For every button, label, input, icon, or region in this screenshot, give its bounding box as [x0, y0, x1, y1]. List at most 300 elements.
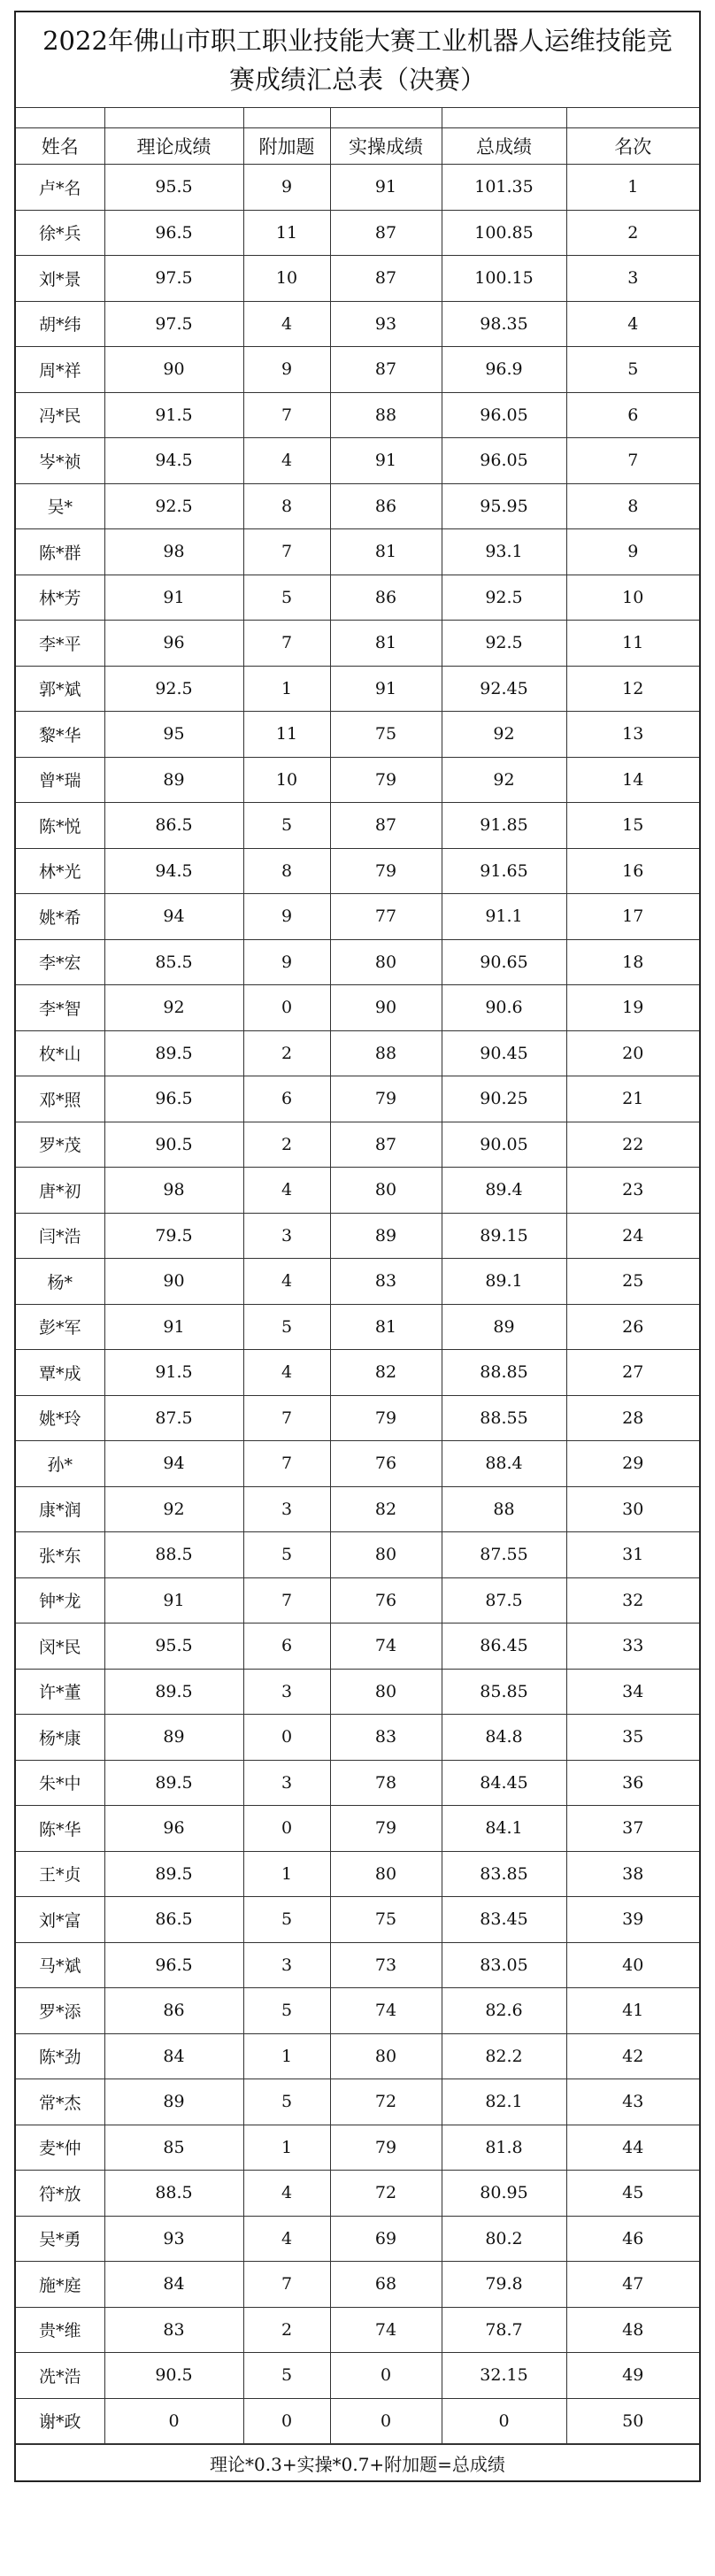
name-cell: 罗*添 [16, 1988, 104, 2034]
bonus-cell: 4 [243, 1259, 330, 1305]
total-score-cell: 101.35 [442, 165, 566, 211]
practical-score-cell: 72 [330, 2171, 442, 2217]
name-cell: 岑*祯 [16, 438, 104, 484]
rank-cell: 23 [566, 1168, 699, 1214]
total-score-cell: 98.35 [442, 301, 566, 347]
practical-score-cell: 79 [330, 1076, 442, 1122]
total-score-cell: 91.65 [442, 848, 566, 894]
rank-cell: 10 [566, 575, 699, 621]
practical-score-cell: 91 [330, 666, 442, 712]
bonus-cell: 4 [243, 2216, 330, 2262]
bonus-cell: 3 [243, 1760, 330, 1806]
bonus-cell: 5 [243, 803, 330, 849]
practical-score-cell: 83 [330, 1715, 442, 1761]
rank-cell: 5 [566, 347, 699, 393]
theory-score-cell: 96.5 [104, 1942, 243, 1988]
practical-score-cell: 75 [330, 712, 442, 758]
name-cell: 冯*民 [16, 392, 104, 438]
table-row [16, 2079, 699, 2125]
practical-score-cell: 87 [330, 256, 442, 302]
blank-cell [442, 108, 566, 128]
header-total: 总成绩 [442, 128, 566, 165]
total-score-cell: 83.45 [442, 1897, 566, 1943]
theory-score-cell: 83 [104, 2307, 243, 2353]
theory-score-cell: 96 [104, 621, 243, 667]
theory-score-cell: 86.5 [104, 803, 243, 849]
practical-score-cell: 75 [330, 1897, 442, 1943]
total-score-cell: 87.55 [442, 1532, 566, 1578]
rank-cell: 7 [566, 438, 699, 484]
table-row [16, 621, 699, 667]
practical-score-cell: 83 [330, 1259, 442, 1305]
rank-cell: 25 [566, 1259, 699, 1305]
practical-score-cell: 81 [330, 621, 442, 667]
bonus-cell: 7 [243, 2262, 330, 2308]
rank-cell: 44 [566, 2125, 699, 2171]
total-score-cell: 81.8 [442, 2125, 566, 2171]
theory-score-cell: 97.5 [104, 256, 243, 302]
bonus-cell: 8 [243, 483, 330, 529]
practical-score-cell: 93 [330, 301, 442, 347]
theory-score-cell: 96.5 [104, 1076, 243, 1122]
practical-score-cell: 80 [330, 939, 442, 985]
blank-cell [566, 108, 699, 128]
theory-score-cell: 79.5 [104, 1213, 243, 1259]
total-score-cell: 92.45 [442, 666, 566, 712]
table-row [16, 1304, 699, 1350]
bonus-cell: 7 [243, 392, 330, 438]
bonus-cell: 5 [243, 575, 330, 621]
bonus-cell: 5 [243, 2079, 330, 2125]
name-cell: 徐*兵 [16, 210, 104, 256]
header-rank: 名次 [566, 128, 699, 165]
rank-cell: 40 [566, 1942, 699, 1988]
rank-cell: 11 [566, 621, 699, 667]
rank-cell: 18 [566, 939, 699, 985]
formula-footer: 理论*0.3+实操*0.7+附加题=总成绩 [16, 2444, 699, 2480]
theory-score-cell: 92 [104, 985, 243, 1031]
name-cell: 吴* [16, 483, 104, 529]
table-row [16, 2171, 699, 2217]
name-cell: 陈*劲 [16, 2033, 104, 2079]
total-score-cell: 85.85 [442, 1669, 566, 1715]
total-score-cell: 90.65 [442, 939, 566, 985]
theory-score-cell: 91.5 [104, 392, 243, 438]
rank-cell: 8 [566, 483, 699, 529]
table-row [16, 1122, 699, 1168]
name-cell: 施*庭 [16, 2262, 104, 2308]
total-score-cell: 84.8 [442, 1715, 566, 1761]
theory-score-cell: 89.5 [104, 1851, 243, 1897]
rank-cell: 1 [566, 165, 699, 211]
practical-score-cell: 89 [330, 1213, 442, 1259]
name-cell: 李*智 [16, 985, 104, 1031]
practical-score-cell: 76 [330, 1577, 442, 1623]
table-row [16, 757, 699, 803]
theory-score-cell: 94.5 [104, 438, 243, 484]
bonus-cell: 9 [243, 894, 330, 940]
bonus-cell: 3 [243, 1486, 330, 1532]
name-cell: 杨*康 [16, 1715, 104, 1761]
name-cell: 陈*群 [16, 529, 104, 575]
header-name: 姓名 [16, 128, 104, 165]
rank-cell: 29 [566, 1441, 699, 1487]
name-cell: 罗*茂 [16, 1122, 104, 1168]
table-row [16, 2353, 699, 2399]
theory-score-cell: 84 [104, 2033, 243, 2079]
total-score-cell: 92 [442, 757, 566, 803]
bonus-cell: 1 [243, 1851, 330, 1897]
rank-cell: 20 [566, 1030, 699, 1076]
theory-score-cell: 91 [104, 575, 243, 621]
name-cell: 谢*政 [16, 2398, 104, 2444]
bonus-cell: 0 [243, 2398, 330, 2444]
rank-cell: 47 [566, 2262, 699, 2308]
practical-score-cell: 76 [330, 1441, 442, 1487]
table-row [16, 1350, 699, 1396]
bonus-cell: 1 [243, 666, 330, 712]
practical-score-cell: 72 [330, 2079, 442, 2125]
practical-score-cell: 80 [330, 1851, 442, 1897]
theory-score-cell: 95.5 [104, 165, 243, 211]
practical-score-cell: 0 [330, 2353, 442, 2399]
bonus-cell: 7 [243, 529, 330, 575]
name-cell: 朱*中 [16, 1760, 104, 1806]
table-row [16, 483, 699, 529]
total-score-cell: 86.45 [442, 1623, 566, 1670]
practical-score-cell: 82 [330, 1486, 442, 1532]
theory-score-cell: 95.5 [104, 1623, 243, 1670]
bonus-cell: 7 [243, 1577, 330, 1623]
table-row [16, 1486, 699, 1532]
bonus-cell: 5 [243, 2353, 330, 2399]
rank-cell: 46 [566, 2216, 699, 2262]
rank-cell: 9 [566, 529, 699, 575]
theory-score-cell: 0 [104, 2398, 243, 2444]
theory-score-cell: 85.5 [104, 939, 243, 985]
theory-score-cell: 91 [104, 1577, 243, 1623]
rank-cell: 32 [566, 1577, 699, 1623]
table-row [16, 1851, 699, 1897]
name-cell: 贵*维 [16, 2307, 104, 2353]
total-score-cell: 96.05 [442, 392, 566, 438]
table-row [16, 712, 699, 758]
name-cell: 邓*照 [16, 1076, 104, 1122]
bonus-cell: 0 [243, 1806, 330, 1852]
name-cell: 马*斌 [16, 1942, 104, 1988]
rank-cell: 49 [566, 2353, 699, 2399]
theory-score-cell: 91.5 [104, 1350, 243, 1396]
theory-score-cell: 96 [104, 1806, 243, 1852]
name-cell: 张*东 [16, 1532, 104, 1578]
title-line-2: 赛成绩汇总表（决赛） [228, 64, 486, 95]
bonus-cell: 2 [243, 1030, 330, 1076]
total-score-cell: 88.55 [442, 1395, 566, 1441]
table-row [16, 575, 699, 621]
practical-score-cell: 78 [330, 1760, 442, 1806]
name-cell: 刘*景 [16, 256, 104, 302]
rank-cell: 37 [566, 1806, 699, 1852]
rank-cell: 19 [566, 985, 699, 1031]
practical-score-cell: 87 [330, 803, 442, 849]
rank-cell: 3 [566, 256, 699, 302]
name-cell: 枚*山 [16, 1030, 104, 1076]
practical-score-cell: 82 [330, 1350, 442, 1396]
table-row [16, 894, 699, 940]
theory-score-cell: 91 [104, 1304, 243, 1350]
table-row [16, 2033, 699, 2079]
total-score-cell: 82.1 [442, 2079, 566, 2125]
rank-cell: 24 [566, 1213, 699, 1259]
bonus-cell: 10 [243, 757, 330, 803]
practical-score-cell: 91 [330, 438, 442, 484]
table-row [16, 1076, 699, 1122]
bonus-cell: 9 [243, 165, 330, 211]
total-score-cell: 88.4 [442, 1441, 566, 1487]
table-row [16, 2262, 699, 2308]
bonus-cell: 3 [243, 1942, 330, 1988]
theory-score-cell: 96.5 [104, 210, 243, 256]
table-row [16, 1715, 699, 1761]
name-cell: 吴*勇 [16, 2216, 104, 2262]
practical-score-cell: 74 [330, 1623, 442, 1670]
theory-score-cell: 89.5 [104, 1030, 243, 1076]
table-row [16, 1259, 699, 1305]
practical-score-cell: 79 [330, 757, 442, 803]
practical-score-cell: 74 [330, 2307, 442, 2353]
total-score-cell: 91.1 [442, 894, 566, 940]
table-row [16, 666, 699, 712]
practical-score-cell: 87 [330, 210, 442, 256]
total-score-cell: 100.15 [442, 256, 566, 302]
theory-score-cell: 92.5 [104, 666, 243, 712]
total-score-cell: 90.6 [442, 985, 566, 1031]
total-score-cell: 84.1 [442, 1806, 566, 1852]
table-row [16, 2307, 699, 2353]
practical-score-cell: 68 [330, 2262, 442, 2308]
rank-cell: 30 [566, 1486, 699, 1532]
practical-score-cell: 80 [330, 2033, 442, 2079]
bonus-cell: 6 [243, 1076, 330, 1122]
name-cell: 闫*浩 [16, 1213, 104, 1259]
total-score-cell: 83.85 [442, 1851, 566, 1897]
table-row [16, 1577, 699, 1623]
rank-cell: 34 [566, 1669, 699, 1715]
practical-score-cell: 80 [330, 1532, 442, 1578]
name-cell: 陈*悦 [16, 803, 104, 849]
practical-score-cell: 79 [330, 2125, 442, 2171]
theory-score-cell: 85 [104, 2125, 243, 2171]
practical-score-cell: 73 [330, 1942, 442, 1988]
total-score-cell: 95.95 [442, 483, 566, 529]
practical-score-cell: 88 [330, 392, 442, 438]
bonus-cell: 9 [243, 939, 330, 985]
name-cell: 钟*龙 [16, 1577, 104, 1623]
bonus-cell: 5 [243, 1988, 330, 2034]
rank-cell: 43 [566, 2079, 699, 2125]
theory-score-cell: 86.5 [104, 1897, 243, 1943]
practical-score-cell: 91 [330, 165, 442, 211]
name-cell: 杨* [16, 1259, 104, 1305]
theory-score-cell: 87.5 [104, 1395, 243, 1441]
header-practical: 实操成绩 [330, 128, 442, 165]
name-cell: 刘*富 [16, 1897, 104, 1943]
practical-score-cell: 86 [330, 483, 442, 529]
bonus-cell: 10 [243, 256, 330, 302]
practical-score-cell: 80 [330, 1168, 442, 1214]
name-cell: 黎*华 [16, 712, 104, 758]
bonus-cell: 1 [243, 2125, 330, 2171]
total-score-cell: 90.25 [442, 1076, 566, 1122]
name-cell: 周*祥 [16, 347, 104, 393]
total-score-cell: 90.45 [442, 1030, 566, 1076]
bonus-cell: 4 [243, 2171, 330, 2217]
name-cell: 孙* [16, 1441, 104, 1487]
theory-score-cell: 98 [104, 529, 243, 575]
total-score-cell: 82.6 [442, 1988, 566, 2034]
table-row [16, 1942, 699, 1988]
name-cell: 胡*纬 [16, 301, 104, 347]
practical-score-cell: 79 [330, 1395, 442, 1441]
bonus-cell: 3 [243, 1669, 330, 1715]
rank-cell: 31 [566, 1532, 699, 1578]
rank-cell: 27 [566, 1350, 699, 1396]
table-row [16, 301, 699, 347]
practical-score-cell: 87 [330, 347, 442, 393]
practical-score-cell: 74 [330, 1988, 442, 2034]
bonus-cell: 4 [243, 1350, 330, 1396]
rank-cell: 4 [566, 301, 699, 347]
name-cell: 曾*瑞 [16, 757, 104, 803]
table-row [16, 165, 699, 211]
theory-score-cell: 89 [104, 757, 243, 803]
table-row [16, 1030, 699, 1076]
name-cell: 李*宏 [16, 939, 104, 985]
theory-score-cell: 92.5 [104, 483, 243, 529]
name-cell: 卢*名 [16, 165, 104, 211]
name-cell: 陈*华 [16, 1806, 104, 1852]
total-score-cell: 91.85 [442, 803, 566, 849]
name-cell: 姚*玲 [16, 1395, 104, 1441]
table-row [16, 1806, 699, 1852]
bonus-cell: 8 [243, 848, 330, 894]
practical-score-cell: 86 [330, 575, 442, 621]
table-row [16, 939, 699, 985]
total-score-cell: 87.5 [442, 1577, 566, 1623]
theory-score-cell: 88.5 [104, 1532, 243, 1578]
name-cell: 林*芳 [16, 575, 104, 621]
table-row [16, 392, 699, 438]
practical-score-cell: 79 [330, 1806, 442, 1852]
theory-score-cell: 90 [104, 1259, 243, 1305]
table-row [16, 1395, 699, 1441]
total-score-cell: 93.1 [442, 529, 566, 575]
total-score-cell: 90.05 [442, 1122, 566, 1168]
total-score-cell: 100.85 [442, 210, 566, 256]
total-score-cell: 80.2 [442, 2216, 566, 2262]
rank-cell: 26 [566, 1304, 699, 1350]
total-score-cell: 88 [442, 1486, 566, 1532]
bonus-cell: 5 [243, 1897, 330, 1943]
rank-cell: 17 [566, 894, 699, 940]
rank-cell: 39 [566, 1897, 699, 1943]
table-row [16, 985, 699, 1031]
name-cell: 李*平 [16, 621, 104, 667]
theory-score-cell: 98 [104, 1168, 243, 1214]
rank-cell: 35 [566, 1715, 699, 1761]
theory-score-cell: 93 [104, 2216, 243, 2262]
blank-cell [243, 108, 330, 128]
name-cell: 林*光 [16, 848, 104, 894]
sheet-title [16, 12, 699, 108]
rank-cell: 12 [566, 666, 699, 712]
total-score-cell: 82.2 [442, 2033, 566, 2079]
table-row [16, 347, 699, 393]
total-score-cell: 80.95 [442, 2171, 566, 2217]
rank-cell: 33 [566, 1623, 699, 1670]
bonus-cell: 3 [243, 1213, 330, 1259]
blank-cell [330, 108, 442, 128]
name-cell: 郭*斌 [16, 666, 104, 712]
theory-score-cell: 97.5 [104, 301, 243, 347]
practical-score-cell: 88 [330, 1030, 442, 1076]
bonus-cell: 5 [243, 1304, 330, 1350]
rank-cell: 6 [566, 392, 699, 438]
theory-score-cell: 90 [104, 347, 243, 393]
total-score-cell: 96.05 [442, 438, 566, 484]
name-cell: 许*董 [16, 1669, 104, 1715]
total-score-cell: 92.5 [442, 621, 566, 667]
name-cell: 唐*初 [16, 1168, 104, 1214]
total-score-cell: 96.9 [442, 347, 566, 393]
table-row [16, 2125, 699, 2171]
table-row [16, 1669, 699, 1715]
table-row [16, 438, 699, 484]
practical-score-cell: 81 [330, 1304, 442, 1350]
name-cell: 王*贞 [16, 1851, 104, 1897]
header-bonus: 附加题 [243, 128, 330, 165]
total-score-cell: 92 [442, 712, 566, 758]
bonus-cell: 7 [243, 1441, 330, 1487]
practical-score-cell: 69 [330, 2216, 442, 2262]
practical-score-cell: 81 [330, 529, 442, 575]
rank-cell: 13 [566, 712, 699, 758]
rank-cell: 41 [566, 1988, 699, 2034]
theory-score-cell: 88.5 [104, 2171, 243, 2217]
practical-score-cell: 90 [330, 985, 442, 1031]
bonus-cell: 5 [243, 1532, 330, 1578]
name-cell: 冼*浩 [16, 2353, 104, 2399]
theory-score-cell: 95 [104, 712, 243, 758]
bonus-cell: 7 [243, 1395, 330, 1441]
table-row [16, 2398, 699, 2444]
total-score-cell: 78.7 [442, 2307, 566, 2353]
name-cell: 覃*成 [16, 1350, 104, 1396]
table-row [16, 1988, 699, 2034]
name-cell: 彭*军 [16, 1304, 104, 1350]
bonus-cell: 7 [243, 621, 330, 667]
table-row [16, 2216, 699, 2262]
total-score-cell: 0 [442, 2398, 566, 2444]
practical-score-cell: 79 [330, 848, 442, 894]
rank-cell: 16 [566, 848, 699, 894]
rank-cell: 38 [566, 1851, 699, 1897]
rank-cell: 50 [566, 2398, 699, 2444]
total-score-cell: 83.05 [442, 1942, 566, 1988]
name-cell: 麦*仲 [16, 2125, 104, 2171]
theory-score-cell: 89.5 [104, 1760, 243, 1806]
rank-cell: 15 [566, 803, 699, 849]
